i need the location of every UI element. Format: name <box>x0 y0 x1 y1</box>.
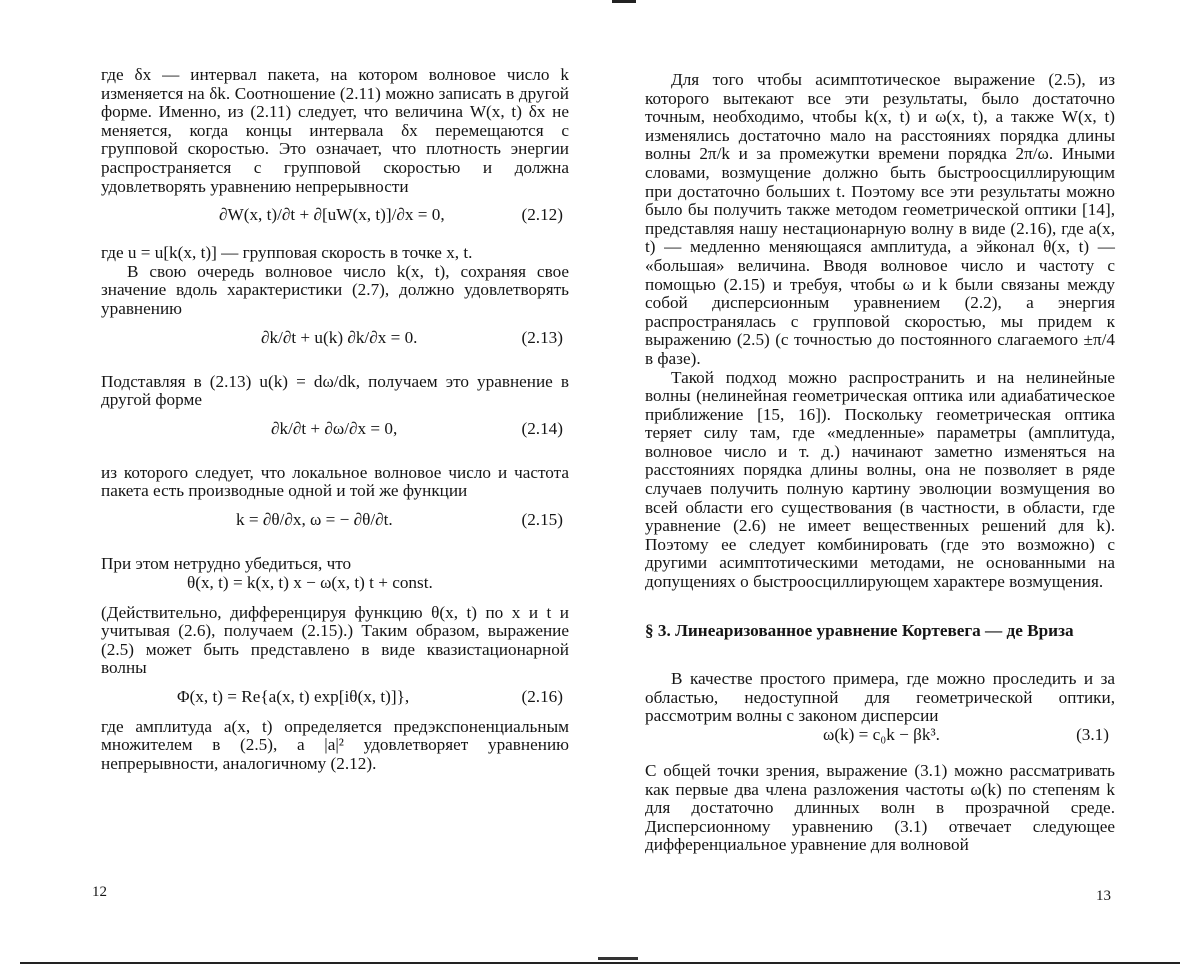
left-paragraph-3: В свою очередь волновое число k(x, t), сохраняя свое значение вдоль характеристики (2.7), должно удовлетворять уравнению <box>101 261 569 318</box>
equation-2-16 <box>101 678 569 718</box>
equation-2-16-number: (2.16) <box>521 686 563 706</box>
section-heading: § 3. Линеаризованное уравнение Кортевега — де Вриза <box>645 620 1074 640</box>
equation-2-14 <box>101 410 569 450</box>
equation-2-13-number: (2.13) <box>521 327 563 347</box>
scan-artifact-bottom-line <box>20 962 1180 964</box>
equation-2-13-expression: ∂k/∂t + u(k) ∂k/∂x = 0. <box>261 327 418 347</box>
left-page-number: 12 <box>92 884 107 900</box>
left-paragraph-8: где амплитуда a(x, t) определяется предэкспоненциальным множителем в (2.5), а |a|² удовлетворяет уравнению непрерывности, аналогичному (2.12). <box>101 716 569 774</box>
equation-2-12 <box>101 196 569 236</box>
equation-2-14-expression: ∂k/∂t + ∂ω/∂x = 0, <box>271 418 398 438</box>
right-paragraph-2: Такой подход можно распространить и на нелинейные волны (нелинейная геометрическая оптика или адиабатическое приближение [15, 16]). Поскольку геометрическая оптика теряет силу там, где «медленные» параметры (амплитуда, волновое число и т. д.) начинают заметно изменяться на расстояниях порядка длины волны, она не позволяет в ряде случаев получить полную картину эволюции возмущения во всей области его существования (в частности, в области, где уравнение (2.6) не имеет вещественных решений для k). Поэтому ее следует комбинировать (где это возможно) с другими асимптотическими методами, не основанными на допущениях о быстроосциллирующем характере возмущения. <box>645 367 1115 592</box>
right-paragraph-4: С общей точки зрения, выражение (3.1) можно рассматривать как первые два члена разложения частоты ω(k) по степеням k для достаточно длинных волн в прозрачной среде. Дисперсионному уравнению (3.1) отвечает следующее дифференциальное уравнение для волновой <box>645 761 1115 855</box>
equation-2-16-expression: Φ(x, t) = Re{a(x, t) exp[iθ(x, t)]}, <box>177 686 410 706</box>
equation-2-15-expression: k = ∂θ/∂x, ω = − ∂θ/∂t. <box>236 509 393 529</box>
right-page-text-column <box>645 71 1115 855</box>
equation-2-12-number: (2.12) <box>521 205 563 225</box>
equation-3-1-number: (3.1) <box>1076 725 1109 744</box>
equation-2-12-expression: ∂W(x, t)/∂t + ∂[uW(x, t)]/∂x = 0, <box>219 205 445 225</box>
scan-artifact-bottom-mark <box>598 957 638 960</box>
equation-3-1 <box>645 726 1115 748</box>
left-page-text-column <box>101 66 569 774</box>
equation-3-1-expression: ω(k) = c₀k − βk³. <box>823 725 940 744</box>
equation-theta-expression: θ(x, t) = k(x, t) x − ω(x, t) t + const. <box>187 572 433 592</box>
right-page-number: 13 <box>1096 888 1111 904</box>
left-paragraph-4: Подставляя в (2.13) u(k) = dω/dk, получаем это уравнение в другой форме <box>101 371 569 410</box>
right-page <box>600 0 1200 974</box>
left-paragraph-6: При этом нетрудно убедиться, что <box>101 553 352 573</box>
left-paragraph-1: где δx — интервал пакета, на котором волновое число k изменяется на δk. Соотношение (2.11) можно записать в другой форме. Именно, из (2.11) следует, что величина W(x, t) δx не меняется, когда концы интервала δx перемещаются с групповой скоростью. Это означает, что плотность энергии распространяется с групповой скоростью и должна удовлетворять уравнению непрерывности <box>101 65 569 196</box>
equation-2-15 <box>101 501 569 541</box>
right-paragraph-1: Для того чтобы асимптотическое выражение (2.5), из которого вытекают все эти результаты, было достаточно точным, необходимо, чтобы k(x, t) и ω(x, t), а также W(x, t) изменялись достаточно мало на расстояниях порядка длины волны 2π/k и за промежутки времени порядка 2π/ω. Иными словами, возмущение должно быть быстроосциллирующим при достаточно больших t. Поэтому все эти результаты можно было бы получить также методом геометрической оптики [14], представляя нашу нестационарную волну в виде (2.16), где a(x, t) — медленно меняющаяся амплитуда, а эйконал θ(x, t) — «большая» величина. Вводя волновое число и частоту с помощью (2.15) и требуя, чтобы ω и k были связаны между собой дисперсионным уравнением (2.2), а энергия распространялась с групповой скоростью, мы придем к выражению (2.5) (с точностью до постоянного слагаемого ±π/4 в фазе). <box>645 70 1115 368</box>
equation-theta <box>101 574 569 596</box>
equation-2-15-number: (2.15) <box>521 509 563 529</box>
left-paragraph-2: где u = u[k(x, t)] — групповая скорость в точке x, t. <box>101 243 473 263</box>
left-paragraph-7: (Действительно, дифференцируя функцию θ(x, t) по x и t и учитывая (2.6), получаем (2.15).) Таким образом, выражение (2.5) может быть представлено в виде квазистационарной волны <box>101 602 569 678</box>
equation-2-13 <box>101 319 569 359</box>
right-paragraph-3: В качестве простого примера, где можно проследить и за областью, недоступной для геометрической оптики, рассмотрим волны с законом дисперсии <box>645 669 1115 726</box>
left-paragraph-5: из которого следует, что локальное волновое число и частота пакета есть производные одной и той же функции <box>101 462 569 501</box>
equation-2-14-number: (2.14) <box>521 418 563 438</box>
